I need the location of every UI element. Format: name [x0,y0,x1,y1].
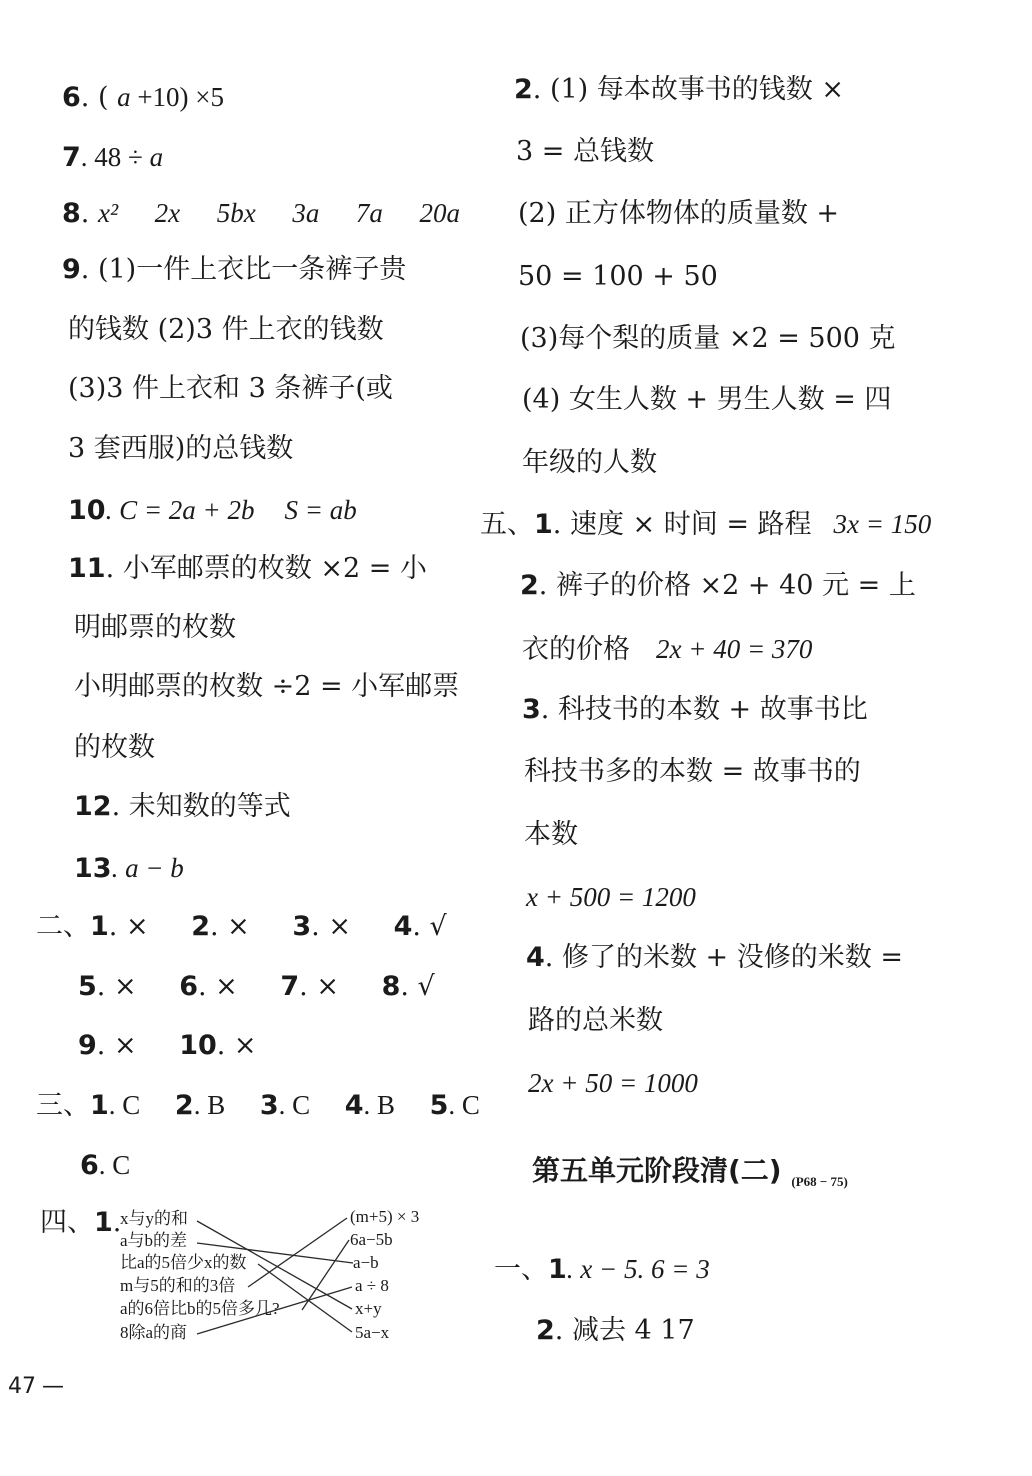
sec2-row1: 二、1. × 2. × 3. × 4. √ [36,911,447,942]
sec5-q4-line2: 路的总米数 [528,1005,663,1036]
sec1-q1: 一、1. x − 5. 6 = 3 [494,1254,710,1285]
match-line-1 [197,1221,352,1309]
match-line-4 [248,1218,347,1287]
sec5-q2-line2: 衣的价格 2x + 40 = 370 [522,634,813,665]
r-q2-line5: (3)每个梨的质量 ×2 = 500 克 [520,323,896,354]
match-left-5: a的6倍比b的5倍多几? [120,1299,280,1318]
sec2-row2: 5. × 6. × 7. × 8. √ [78,971,435,1002]
sec5-q3-line3: 本数 [524,819,578,850]
match-left-4: m与5的和的3倍 [120,1276,236,1295]
sec5-q2-line1: 2. 裤子的价格 ×2 + 40 元 = 上 [520,570,916,601]
q12-line: 12. 未知数的等式 [74,791,291,822]
q9-line1: 9. (1)一件上衣比一条裤子贵 [62,254,407,285]
sec1-q2: 2. 减去 4 17 [536,1315,695,1346]
sec5-q1: 五、1. 速度 × 时间 = 路程 3x = 150 [480,509,932,540]
q11-line1: 11. 小军邮票的枚数 ×2 = 小 [68,553,427,584]
q9-line2: 的钱数 (2)3 件上衣的钱数 [68,314,384,345]
q11-line4: 的枚数 [74,732,155,763]
sec5-q3-line1: 3. 科技书的本数 + 故事书比 [522,694,868,725]
match-right-4: a ÷ 8 [355,1276,389,1295]
match-line-6 [197,1287,352,1334]
sec3-row2: 6. C [80,1150,131,1181]
q11-line2: 明邮票的枚数 [74,612,236,643]
r-q2-line2: 3 = 总钱数 [516,136,654,167]
sec5-q4-line1: 4. 修了的米数 + 没修的米数 = [526,942,903,973]
match-line-2 [197,1243,353,1263]
sec2-row3: 9. × 10. × [78,1030,257,1061]
sec5-q3-eq: x + 500 = 1200 [526,882,696,912]
match-left-1: x与y的和 [120,1209,188,1228]
page-number: 47 — [8,1374,64,1399]
match-right-6: 5a−x [355,1323,390,1342]
match-line-3 [258,1264,352,1332]
sec4-label: 四、1. [40,1207,122,1238]
match-right-1: (m+5) × 3 [350,1207,420,1226]
sec5-q3-line2: 科技书多的本数 = 故事书的 [524,756,861,787]
match-right-5: x+y [355,1299,382,1318]
match-left-2: a与b的差 [120,1231,188,1250]
match-left-6: 8除a的商 [120,1323,188,1342]
r-q2-line6: (4) 女生人数 + 男生人数 = 四 [522,384,892,415]
r-q2-line3: (2) 正方体物体的质量数 + [518,198,840,229]
q6-line: 6. ( a +10) ×5 [62,82,225,113]
q9-line3: (3)3 件上衣和 3 条裤子(或 [68,373,393,404]
match-left-3: 比a的5倍少x的数 [120,1253,247,1272]
r-q2-line1: 2. (1) 每本故事书的钱数 × [514,74,844,105]
match-right-3: a−b [353,1253,379,1272]
r-q2-line7: 年级的人数 [522,447,657,478]
q11-line3: 小明邮票的枚数 ÷2 = 小军邮票 [74,671,460,702]
q10-line: 10. C = 2a + 2b S = ab [68,495,357,526]
match-right-2: 6a−5b [350,1230,393,1249]
sec5-q4-eq: 2x + 50 = 1000 [528,1068,698,1098]
q9-line4: 3 套西服)的总钱数 [68,433,294,464]
sec3-row1: 三、1. C 2. B 3. C 4. B 5. C [36,1090,480,1121]
q8-line: 8. x² 2x 5bx 3a 7a 20a [62,198,460,229]
q13-line: 13. a − b [74,853,184,884]
stage-heading: 第五单元阶段清(二) $_{(P68 - 75)}$ [532,1154,848,1189]
r-q2-line4: 50 = 100 + 50 [518,261,718,292]
q7-line: 7. 48 ÷ a [62,142,164,173]
